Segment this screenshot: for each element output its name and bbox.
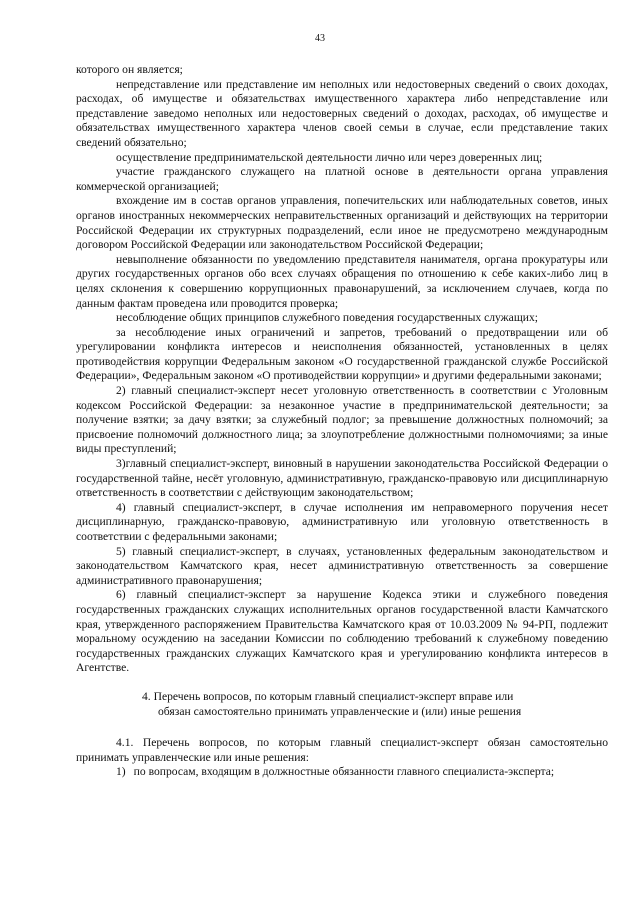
paragraph: за несоблюдение иных ограничений и запретов, требований о предотвращении или об урегулировании конфликта интересов и неисполнения обязанностей, установленных в целях противодействия коррупции Федеральным законом «О государственной гражданской службе Российской Федерации», Федеральным законом «О противодействии коррупции» и другими федеральными законами; xyxy=(76,325,608,383)
paragraph: 4.1. Перечень вопросов, по которым главный специалист-эксперт обязан самостоятельно принимать управленческие или иные решения: xyxy=(76,736,608,764)
paragraph: 2) главный специалист-эксперт несет уголовную ответственность в соответствии с Уголовным кодексом Российской Федерации: за незаконное участие в предпринимательской деятельности; за получение взятки; за дачу взятки; за служебный подлог; за превышение должностных полномочий; за присвоение полномочий должностного лица; за злоупотребление должностными полномочиями; за иные виды преступлений; xyxy=(76,384,608,456)
page-number: 43 xyxy=(315,33,325,44)
paragraph: осуществление предпринимательской деятельности лично или через доверенных лиц; xyxy=(116,150,543,164)
paragraph: невыполнение обязанности по уведомлению представителя нанимателя, органа прокуратуры или других государственных органов обо всех случаях обращения по отношению к себе каких-либо лиц в целях склонения к совершению коррупционных правонарушений, за исключением случаев, когда по данным фактам проведена или проводится проверка; xyxy=(76,252,608,310)
section-heading-line-2: обязан самостоятельно принимать управленческие и (или) иные решения xyxy=(158,704,522,718)
document-body xyxy=(76,63,608,780)
section-heading xyxy=(76,690,608,719)
paragraph: участие гражданского служащего на платной основе в деятельности органа управления коммерческой организацией; xyxy=(76,165,608,193)
paragraph: 3)главный специалист-эксперт, виновный в нарушении законодательства Российской Федерации о государственной тайне, несёт уголовную, административную, гражданско-правовую или дисциплинарную ответственность в соответствии с действующим законодательством; xyxy=(76,457,608,500)
list-item-number: 1) xyxy=(116,765,126,779)
section-heading-line-1: 4. Перечень вопросов, по которым главный специалист-эксперт вправе или xyxy=(142,689,514,703)
paragraph: 4) главный специалист-эксперт, в случае исполнения им неправомерного поручения несет дисциплинарную, гражданско-правовую, административную или уголовную ответственность в соответствии с федеральными законами; xyxy=(76,500,608,543)
paragraph: несоблюдение общих принципов служебного поведения государственных служащих; xyxy=(116,311,538,325)
paragraph: вхождение им в состав органов управления, попечительских или наблюдательных советов, иных органов иностранных некоммерческих неправительственных организаций и действующих на территории Российской Федерации их структурных подразделений, если иное не предусмотрено международным договором Российской Федерации или законодательством Российской Федерации; xyxy=(76,194,608,252)
list-item-text: по вопросам, входящим в должностные обязанности главного специалиста-эксперта; xyxy=(133,765,555,779)
list-item xyxy=(76,765,608,780)
paragraph: 5) главный специалист-эксперт, в случаях, установленных федеральным законодательством и законодательством Камчатского края, несет административную ответственность за совершение административного правонарушения; xyxy=(76,544,608,587)
paragraph: которого он является; xyxy=(76,63,183,76)
paragraph: непредставление или представление им неполных или недостоверных сведений о своих доходах, расходах, об имуществе и обязательствах имущественного характера либо непредставление или представление заведомо неполных или недостоверных сведений о доходах, расходах, об имуществе и обязательствах имущественного характера членов своей семьи в случае, если представление таких сведений обязательно; xyxy=(76,77,608,149)
paragraph: 6) главный специалист-эксперт за нарушение Кодекса этики и служебного поведения государственных гражданских служащих исполнительных органов государственной власти Камчатского края, утвержденного распоряжением Правительства Камчатского края от 10.03.2009 № 94-РП, подлежит моральному осуждению на заседании Комиссии по соблюдению требований к служебному поведению государственных гражданских служащих Камчатского края и урегулированию конфликта интересов в Агентстве. xyxy=(76,588,608,675)
